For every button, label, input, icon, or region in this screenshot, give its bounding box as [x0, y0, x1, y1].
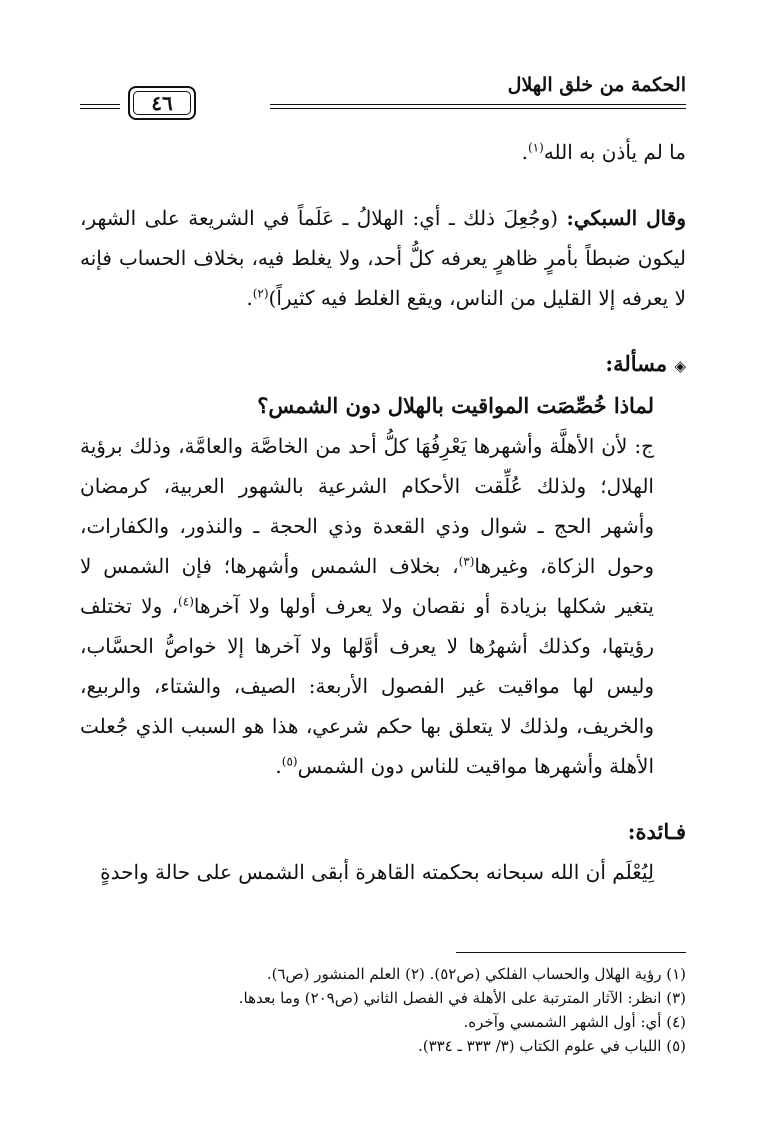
question: لماذا خُصِّصَت المواقيت بالهلال دون الشمس؟: [257, 393, 654, 418]
main-text: [80, 132, 686, 892]
text: ، بخلاف الشمس وأشهرها؛ فإن الشمس لا يتغير شكلها بزيادة أو نقصان ولا يعرف أولها ولا آخرها: [80, 554, 654, 618]
footnote-line: (١) رؤية الهلال والحساب الفلكي (ص٥٢). (٢) العلم المنشور (ص٦).: [266, 965, 686, 983]
page-number: ٤٦: [128, 86, 196, 120]
section-heading-benefit: فـائدة:: [627, 819, 686, 844]
footnote-line: (٣) انظر: الآثار المترتبة على الأهلة في الفصل الثاني (ص٢٠٩) وما بعدها.: [238, 989, 686, 1007]
footnote-line: (٤) أي: أول الشهر الشمسي وآخره.: [463, 1013, 686, 1031]
spacer: [80, 318, 686, 344]
section-heading-question: [80, 344, 686, 386]
spacer: [80, 172, 686, 198]
footnotes: [80, 962, 686, 1058]
paragraph-2: [80, 198, 686, 318]
footnote-ref[interactable]: (٥): [281, 754, 298, 769]
speaker-name: وقال السبكي:: [566, 206, 686, 230]
text: ، ولا تختلف رؤيتها، وكذلك أشهرُها لا يعرف أوَّلها ولا آخرها إلا خواصُّ الحسَّاب، وليس لها مواقيت غير الفصول الأربعة: الصيف، والشتاء، والربيع، والخريف، ولذلك لا يتعلق بها حكم شرعي، هذا هو السبب الذي جُعلت الأهلة وأشهرها مواقيت للناس دون الشمس: [80, 594, 654, 778]
footnote-line: (٥) اللباب في علوم الكتاب (٣/ ٣٣٣ ـ ٣٣٤).: [417, 1037, 686, 1055]
footnote-separator: [456, 952, 686, 953]
text: (وجُعِلَ ذلك ـ أي: الهلالُ ـ عَلَماً في الشريعة على الشهر، ليكون ضبطاً بأمرٍ ظاهرٍ يعرفه كلُّ أحد، ولا يغلط فيه، بخلاف الحساب فإنه لا يعرفه إلا القليل من الناس، ويقع الغلط فيه كثيراً): [80, 206, 686, 310]
text: ما لم يأذن به الله: [543, 140, 686, 164]
footnote-ref[interactable]: (٤): [178, 594, 194, 609]
footnote-ref[interactable]: (١): [527, 140, 544, 155]
footnote-ref[interactable]: (٣): [458, 554, 475, 569]
text: .: [521, 140, 528, 164]
text: ج: لأن الأهلَّة وأشهرها يَعْرِفُهَا كلُّ أحد من الخاصَّة والعامَّة، وذلك برؤية الهلال؛ ولذلك عُلِّقت الأحكام الشرعية بالشهور العربية، كرمضان وأشهر الحج ـ شوال وذي القعدة وذي الحجة ـ والنذور، والكفارات، وحول الزكاة، وغيرها: [80, 434, 654, 578]
footnote-ref[interactable]: (٢): [252, 286, 269, 301]
section-title: مسألة:: [605, 351, 668, 376]
paragraph-1: [80, 132, 686, 172]
header-rule-short: [80, 104, 120, 109]
header-rule: [270, 104, 686, 109]
diamond-icon: ◈: [674, 357, 686, 375]
text: .: [246, 286, 253, 310]
answer-paragraph: [80, 426, 686, 786]
running-title: الحكمة من خلق الهلال: [507, 74, 686, 96]
page-header: [80, 72, 686, 124]
spacer: [80, 786, 686, 812]
paragraph-benefit: لِيُعْلَم أن الله سبحانه بحكمته القاهرة أبقى الشمس على حالة واحدةٍ: [100, 860, 654, 884]
text: .: [275, 754, 282, 778]
